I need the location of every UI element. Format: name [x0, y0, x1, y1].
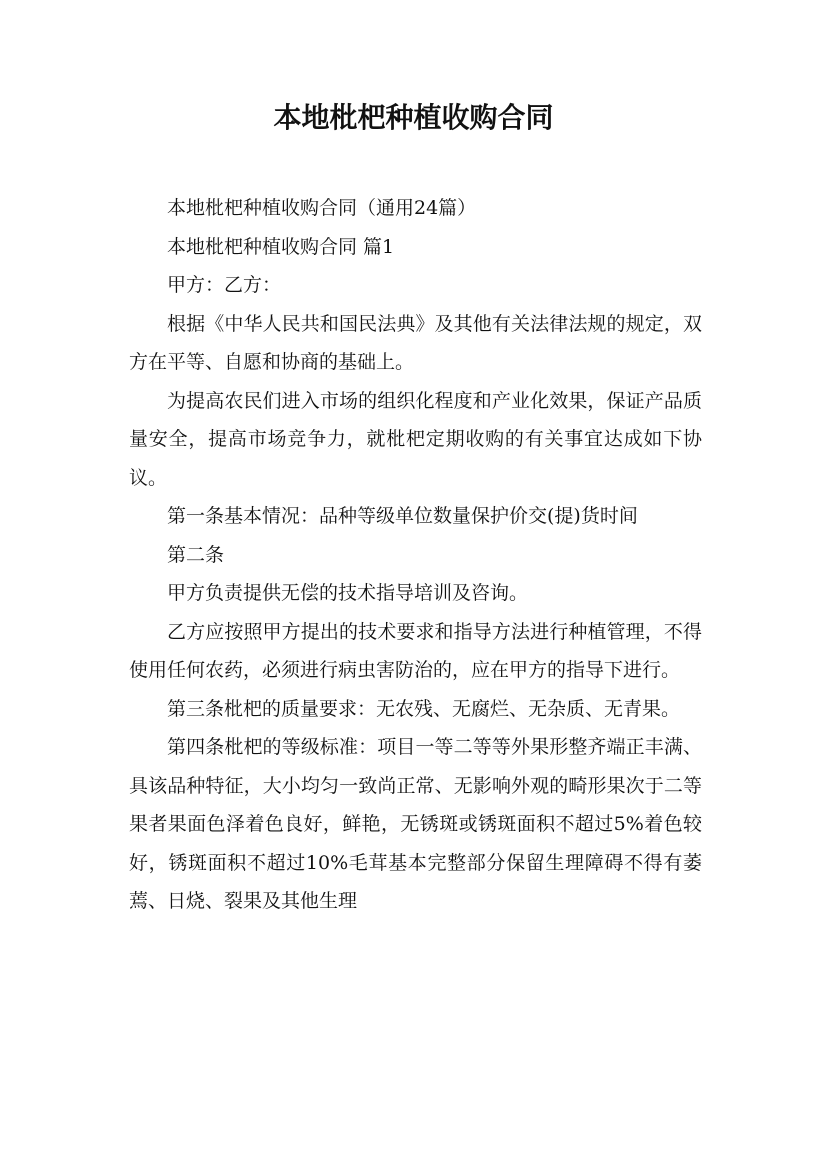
- paragraph-party-a-duty: 甲方负责提供无偿的技术指导培训及咨询。: [167, 582, 529, 604]
- paragraph-article-4: 第四条枇杷的等级标准：项目一等二等等外果形整齐端正丰满、具该品种特征，大小均匀一致尚正常、无影响外观的畸形果次于二等果者果面色泽着色良好，鲜艳，无锈斑或锈斑面积不超过5%着色较好，锈斑面积不超过10%毛茸基本完整部分保留生理障碍不得有萎蔫、日烧、裂果及其他生理: [129, 736, 702, 912]
- paragraph-subtitle: 本地枇杷种植收购合同（通用24篇）: [167, 197, 477, 219]
- paragraph-article-3: 第三条枇杷的质量要求：无农残、无腐烂、无杂质、无青果。: [167, 697, 681, 720]
- paragraph-article-2-heading: 第二条: [167, 543, 225, 566]
- paragraph-section-heading: 本地枇杷种植收购合同 篇1: [167, 235, 395, 258]
- document-body: [129, 189, 702, 921]
- paragraph-legal-basis: 根据《中华人民共和国民法典》及其他有关法律法规的规定，双方在平等、自愿和协商的基础上。: [129, 312, 702, 373]
- paragraph-parties: 甲方：乙方：: [167, 274, 282, 296]
- paragraph-purpose: 为提高农民们进入市场的组织化程度和产业化效果，保证产品质量安全，提高市场竞争力，就枇杷定期收购的有关事宜达成如下协议。: [129, 389, 702, 489]
- paragraph-article-1: 第一条基本情况：品种等级单位数量保护价交(提)货时间: [167, 505, 638, 527]
- document-title: 本地枇杷种植收购合同: [273, 101, 554, 134]
- paragraph-party-b-duty: 乙方应按照甲方提出的技术要求和指导方法进行种植管理，不得使用任何农药，必须进行病虫害防治的，应在甲方的指导下进行。: [129, 620, 702, 681]
